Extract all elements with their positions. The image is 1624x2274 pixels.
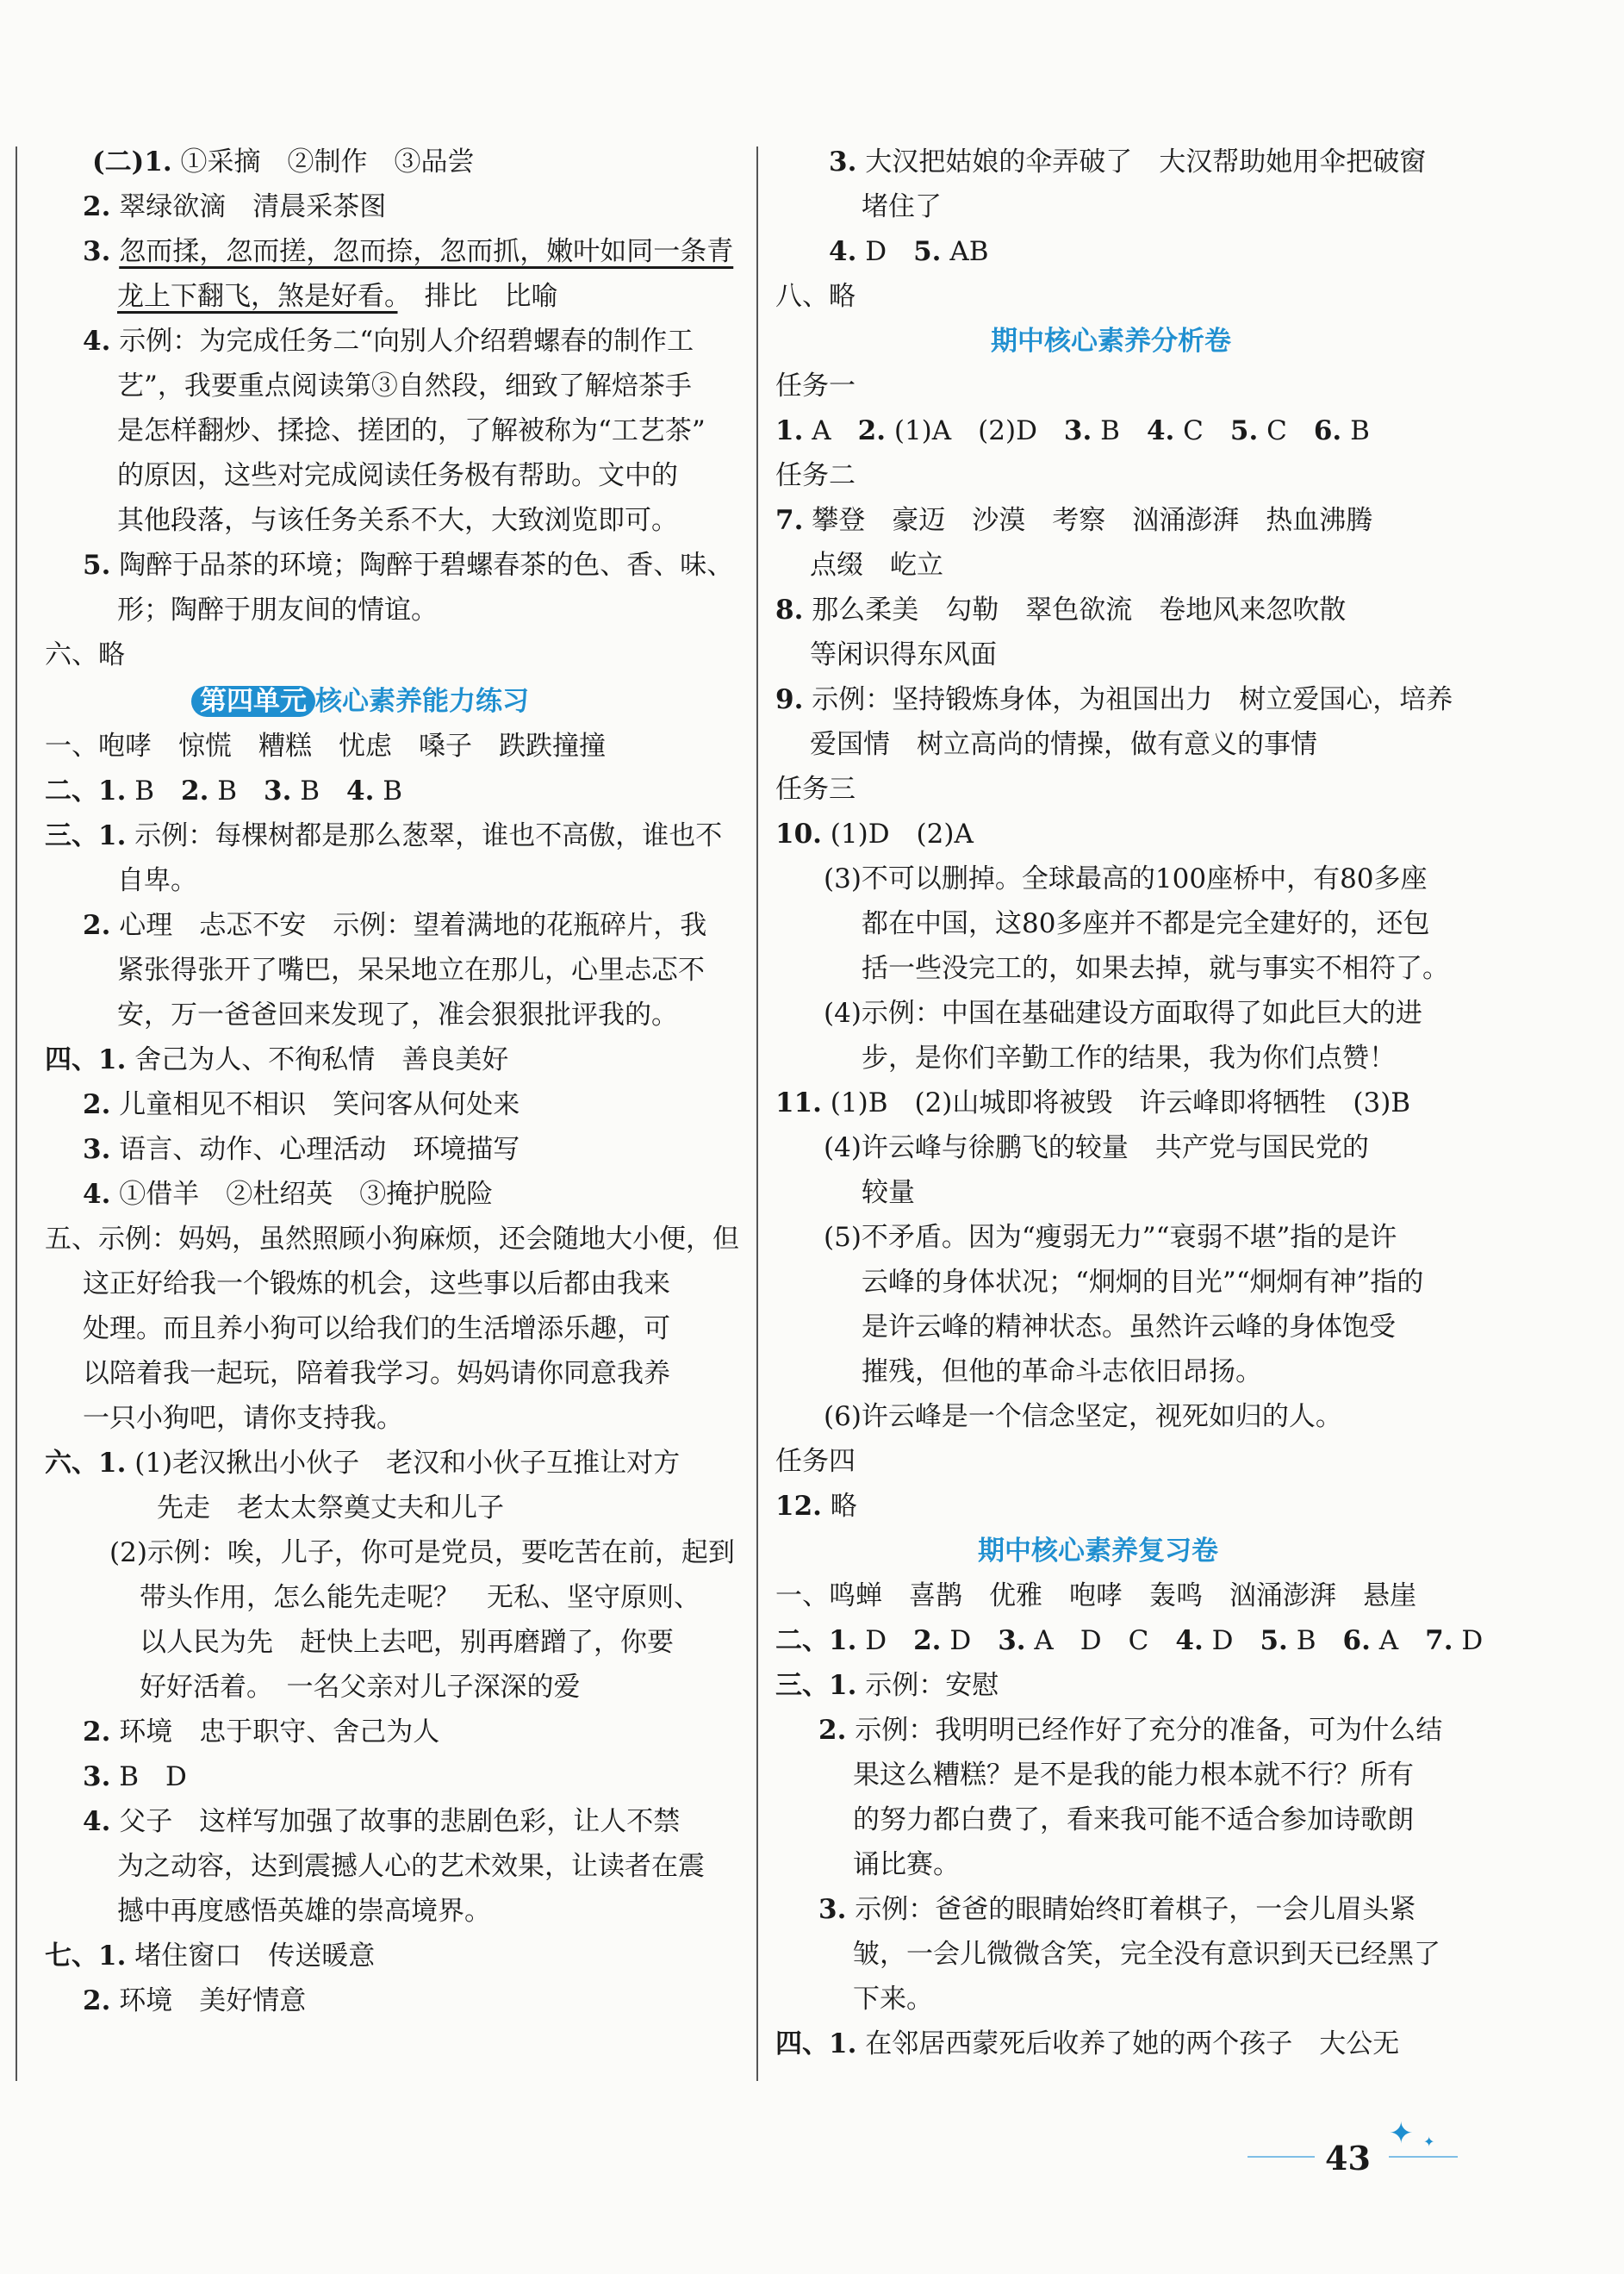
left-line-0: (二)1. ①采摘 ②制作 ③品尝 bbox=[92, 146, 475, 178]
small-star-icon: ✦ bbox=[1423, 2134, 1435, 2150]
midterm-review-heading: 期中核心素养复习卷 bbox=[978, 1536, 1218, 1567]
left-line-11: 六、略 bbox=[45, 639, 125, 670]
right-line-3: 八、略 bbox=[775, 281, 856, 312]
right-line-12: 9. 示例：坚持锻炼身体，为祖国出力 树立爱国心，培养 bbox=[775, 684, 1453, 715]
right-line-28: (6)许云峰是一个信念坚定，视死如归的人。 bbox=[824, 1401, 1342, 1432]
right-line-20: 步，是你们辛勤工作的结果，我为你们点赞！ bbox=[862, 1043, 1396, 1074]
right-line-22: (4)许云峰与徐鹏飞的较量 共产党与国民党的 bbox=[824, 1132, 1369, 1163]
right-line-42: 四、1. 在邻居西蒙死后收养了她的两个孩子 大公无 bbox=[775, 2028, 1400, 2059]
left-line-25: 这正好给我一个锻炼的机会，这些事以后都由我来 bbox=[83, 1268, 670, 1299]
footer-rule-left bbox=[1248, 2156, 1315, 2158]
left-line-28: 一只小狗吧，请你支持我。 bbox=[83, 1403, 403, 1434]
left-line-8: 其他段落，与该任务关系不大，大致浏览即可。 bbox=[117, 505, 678, 536]
right-line-15: 10. (1)D (2)A bbox=[775, 819, 974, 850]
right-line-26: 是许云峰的精神状态。虽然许云峰的身体饱受 bbox=[862, 1311, 1396, 1343]
right-line-36: 果这么糟糕？是不是我的能力根本就不行？所有 bbox=[853, 1760, 1414, 1791]
left-line-23: 4. ①借羊 ②杜绍英 ③掩护脱险 bbox=[83, 1179, 494, 1210]
right-line-9: 点缀 屹立 bbox=[810, 550, 943, 581]
right-line-27: 摧残，但他的革命斗志依旧昂扬。 bbox=[862, 1356, 1262, 1387]
right-line-34: 三、1. 示例：安慰 bbox=[775, 1670, 999, 1701]
left-line-17: 2. 心理 忐忑不安 示例：望着满地的花瓶碎片，我 bbox=[83, 910, 707, 941]
left-line-15: 三、1. 示例：每棵树都是那么葱翠，谁也不高傲，谁也不 bbox=[45, 820, 723, 851]
left-line-1: 2. 翠绿欲滴 清晨采茶图 bbox=[83, 191, 387, 222]
right-line-33: 二、1. D 2. D 3. A D C 4. D 5. B 6. A 7. D bbox=[775, 1625, 1484, 1656]
right-line-7: 任务二 bbox=[775, 460, 856, 491]
left-line-10: 形；陶醉于朋友间的情谊。 bbox=[117, 595, 438, 626]
left-line-13: 一、咆哮 惊慌 糟糕 忧虑 嗓子 跌跌撞撞 bbox=[45, 731, 606, 762]
left-line-40: 七、1. 堵住窗口 传送暖意 bbox=[45, 1941, 376, 1972]
right-line-17: 都在中国，这80多座并不都是完全建好的，还包 bbox=[862, 908, 1430, 939]
right-line-25: 云峰的身体状况；“炯炯的目光”“炯炯有神”指的 bbox=[862, 1267, 1424, 1298]
left-line-27: 以陪着我一起玩，陪着我学习。妈妈请你同意我养 bbox=[83, 1358, 670, 1389]
right-line-1: 堵住了 bbox=[862, 191, 942, 222]
right-line-30: 12. 略 bbox=[775, 1491, 857, 1522]
page-number: 43 bbox=[1325, 2139, 1371, 2177]
right-line-5: 任务一 bbox=[775, 371, 856, 402]
left-line-18: 紧张得张开了嘴巴，呆呆地立在那儿，心里忐忑不 bbox=[117, 955, 705, 986]
right-line-35: 2. 示例：我明明已经作好了充分的准备，可为什么结 bbox=[818, 1715, 1443, 1746]
left-line-6: 是怎样翻炒、揉捻、搓团的，了解被称为“工艺茶” bbox=[117, 415, 706, 446]
midterm-analysis-heading: 期中核心素养分析卷 bbox=[991, 326, 1231, 357]
right-line-19: (4)示例：中国在基础建设方面取得了如此巨大的进 bbox=[824, 998, 1422, 1029]
right-line-10: 8. 那么柔美 勾勒 翠色欲流 卷地风来忽吹散 bbox=[775, 595, 1347, 626]
left-line-14: 二、1. B 2. B 3. B 4. B bbox=[45, 776, 403, 807]
left-line-20: 四、1. 舍己为人、不徇私情 善良美好 bbox=[45, 1044, 509, 1075]
right-line-18: 括一些没完工的，如果去掉，就与事实不相符了。 bbox=[862, 953, 1449, 984]
right-line-11: 等闲识得东风面 bbox=[810, 639, 997, 670]
left-line-4: 4. 示例：为完成任务二“向别人介绍碧螺春的制作工 bbox=[83, 326, 694, 357]
right-line-24: (5)不矛盾。因为“瘦弱无力”“衰弱不堪”指的是许 bbox=[824, 1222, 1397, 1253]
right-line-39: 3. 示例：爸爸的眼睛始终盯着棋子，一会儿眉头紧 bbox=[818, 1894, 1416, 1925]
left-line-35: 2. 环境 忠于职守、舍己为人 bbox=[83, 1716, 440, 1748]
left-line-24: 五、示例：妈妈，虽然照顾小狗麻烦，还会随地大小便，但 bbox=[45, 1224, 739, 1255]
left-line-38: 为之动容，达到震撼人心的艺术效果，让读者在震 bbox=[117, 1851, 705, 1882]
left-line-29: 六、1. (1)老汉揪出小伙子 老汉和小伙子互推让对方 bbox=[45, 1448, 681, 1479]
right-line-37: 的努力都白费了，看来我可能不适合参加诗歌朗 bbox=[853, 1804, 1414, 1835]
right-line-23: 较量 bbox=[862, 1177, 915, 1208]
left-line-39: 撼中再度感悟英雄的崇高境界。 bbox=[117, 1896, 491, 1927]
left-line-34: 好好活着。 一名父亲对儿子深深的爱 bbox=[140, 1672, 581, 1703]
left-line-41: 2. 环境 美好情意 bbox=[83, 1985, 307, 2016]
left-line-19: 安，万一爸爸回来发现了，准会狠狠批评我的。 bbox=[117, 1000, 678, 1031]
right-line-32: 一、鸣蝉 喜鹊 优雅 咆哮 轰鸣 汹涌澎湃 悬崖 bbox=[775, 1580, 1416, 1611]
right-line-16: (3)不可以删掉。全球最高的100座桥中，有80多座 bbox=[824, 863, 1428, 894]
left-line-31: (2)示例：唉，儿子，你可是党员，要吃苦在前，起到 bbox=[109, 1537, 735, 1568]
left-line-16: 自卑。 bbox=[117, 865, 197, 896]
left-line-3: 龙上下翻飞，煞是好看。 排比 比喻 bbox=[117, 281, 558, 312]
right-line-14: 任务三 bbox=[775, 774, 856, 805]
left-margin-rule bbox=[16, 146, 17, 2081]
right-line-41: 下来。 bbox=[853, 1984, 933, 2015]
left-line-7: 的原因，这些对完成阅读任务极有帮助。文中的 bbox=[117, 460, 678, 491]
left-line-37: 4. 父子 这样写加强了故事的悲剧色彩，让人不禁 bbox=[83, 1806, 681, 1837]
right-line-13: 爱国情 树立高尚的情操，做有意义的事情 bbox=[810, 729, 1317, 760]
left-line-9: 5. 陶醉于品茶的环境；陶醉于碧螺春茶的色、香、味、 bbox=[83, 550, 734, 581]
left-line-30: 先走 老太太祭奠丈夫和儿子 bbox=[157, 1492, 504, 1523]
left-line-26: 处理。而且养小狗可以给我们的生活增添乐趣，可 bbox=[83, 1313, 670, 1344]
left-line-33: 以人民为先 赶快上去吧，别再磨蹭了，你要 bbox=[140, 1627, 674, 1658]
right-line-0: 3. 大汉把姑娘的伞弄破了 大汉帮助她用伞把破窗 bbox=[829, 146, 1427, 178]
left-line-21: 2. 儿童相见不相识 笑问客从何处来 bbox=[83, 1089, 520, 1120]
left-line-2: 3. 忽而揉，忽而搓，忽而捺，忽而抓，嫩叶如同一条青 bbox=[83, 236, 734, 267]
right-line-29: 任务四 bbox=[775, 1446, 856, 1477]
sparkle-star-icon: ✦ bbox=[1389, 2116, 1414, 2151]
right-line-21: 11. (1)B (2)山城即将被毁 许云峰即将牺牲 (3)B bbox=[775, 1087, 1411, 1118]
unit-four-heading: 第四单元 核心素养能力练习 bbox=[191, 684, 529, 719]
footer-rule-right bbox=[1389, 2156, 1458, 2158]
column-divider bbox=[756, 146, 758, 2081]
right-line-6: 1. A 2. (1)A (2)D 3. B 4. C 5. C 6. B bbox=[775, 415, 1370, 446]
right-line-38: 诵比赛。 bbox=[853, 1849, 960, 1880]
right-line-2: 4. D 5. AB bbox=[829, 236, 989, 267]
left-line-5: 艺”，我要重点阅读第③自然段，细致了解焙茶手 bbox=[117, 371, 692, 402]
left-line-32: 带头作用，怎么能先走呢？ 无私、坚守原则、 bbox=[140, 1582, 700, 1613]
right-line-40: 皱，一会儿微微含笑，完全没有意识到天已经黑了 bbox=[853, 1939, 1440, 1970]
left-line-22: 3. 语言、动作、心理活动 环境描写 bbox=[83, 1134, 520, 1165]
right-line-8: 7. 攀登 豪迈 沙漠 考察 汹涌澎湃 热血沸腾 bbox=[775, 505, 1373, 536]
left-line-36: 3. B D bbox=[83, 1761, 187, 1792]
